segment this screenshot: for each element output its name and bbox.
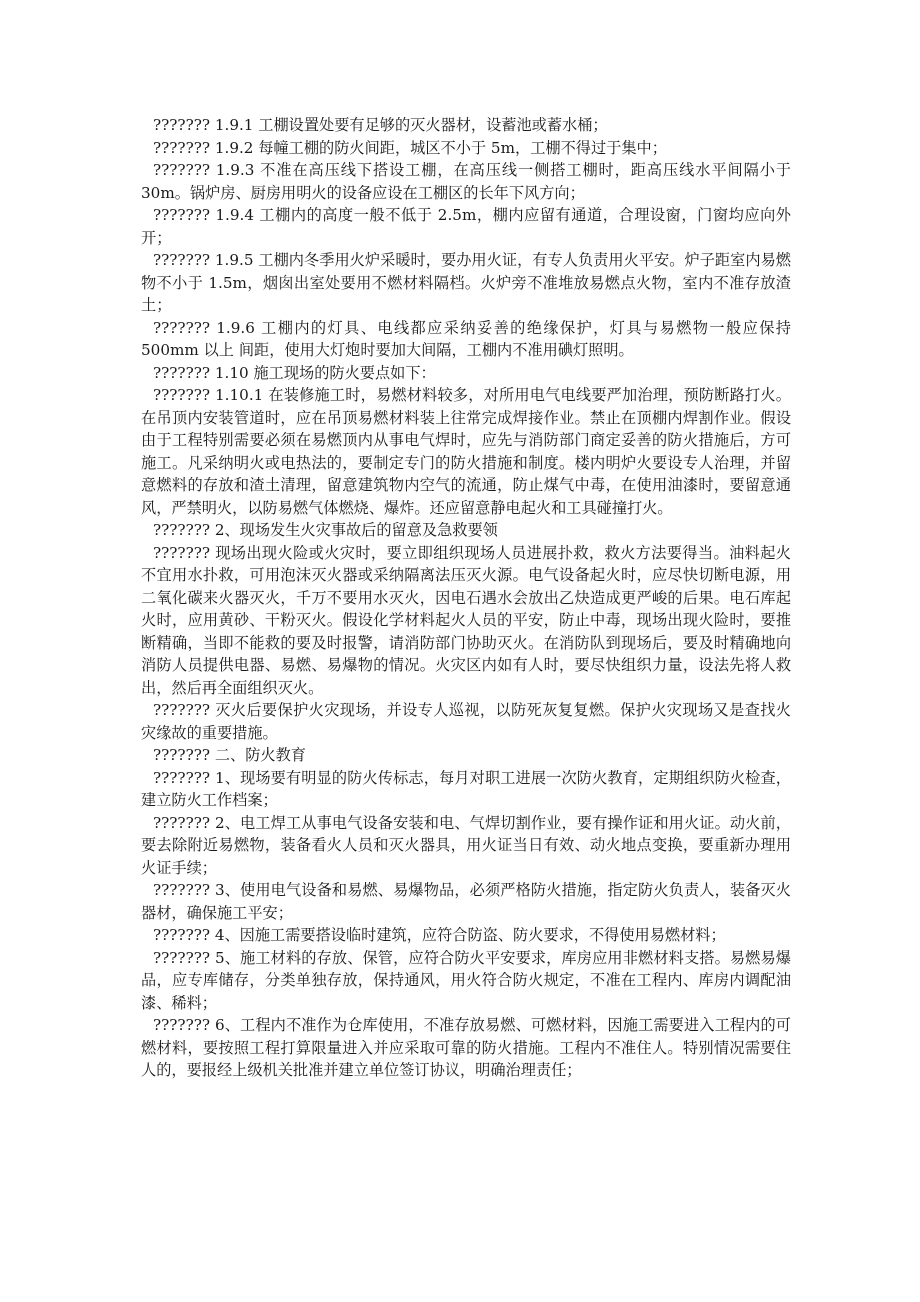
paragraph-protect-scene: ??????? 灭火后要保护火灾现场，并设专人巡视，以防死灰复复燃。保护火灾现场又是查找火灾缘故的重要措施。 bbox=[141, 701, 791, 742]
education-item-6: ??????? 6、工程内不准作为仓库使用，不准存放易燃、可燃材料，因施工需要进入工程内的可燃材料，要按照工程打算限量进入并应采取可靠的防火措施。工程内不准住人。特别情况需要住人的，要报经上级机关批准并建立单位签订协议，明确治理责任； bbox=[141, 1016, 791, 1079]
education-item-3: ??????? 3、使用电气设备和易燃、易爆物品，必须严格防火措施，指定防火负责人，装备灭火器材，确保施工平安； bbox=[141, 881, 791, 922]
paragraph-1-9-6: ??????? 1.9.6 工棚内的灯具、电线都应采纳妥善的绝缘保护，灯具与易燃物一般应保持 500mm 以上 间距，使用大灯炮时要加大间隔，工棚内不准用碘灯照明。 bbox=[141, 318, 791, 359]
paragraph-1-9-4: ??????? 1.9.4 工棚内的高度一般不低于 2.5m，棚内应留有通道，合理设窗，门窗均应向外开； bbox=[141, 206, 791, 247]
fire-education-heading: ??????? 二、防火教育 bbox=[153, 746, 306, 764]
paragraph-1-9-2: ??????? 1.9.2 每幢工棚的防火间距，城区不小于 5m，工棚不得过于集中； bbox=[153, 138, 667, 157]
paragraph-emergency-response: ??????? 现场出现火险或火灾时，要立即组织现场人员进展扑救，救火方法要得当。油料起火不宜用水扑救，可用泡沫灭火器或采纳隔离法压灭火源。电气设备起火时，应尽快切断电源，用二氧化碳来火器灭火，千万不要用水灭火，因电石遇水会放出乙炔造成更严峻的后果。电石库起火时，应用黄砂、干粉灭火。假设化学材料起火人员的平安，防止中毒，现场出现火险时，要推断精确，当即不能救的要及时报警，请消防部门协助灭火。在消防队到现场后，要及时精确地向消防人员提供电器、易燃、易爆物的情况。火灾区内如有人时，要尽快组织力量，设法先将人救出，然后再全面组织灭火。 bbox=[141, 543, 791, 697]
education-item-4: ??????? 4、因施工需要搭设临时建筑，应符合防盗、防火要求，不得使用易燃材料； bbox=[153, 926, 726, 944]
document-body bbox=[141, 114, 791, 1082]
education-item-5: ??????? 5、施工材料的存放、保管，应符合防火平安要求，库房应用非燃材料支搭。易燃易爆品，应专库储存，分类单独存放，保持通风，用火符合防火规定，不准在工程内、库房内调配油漆、稀料； bbox=[141, 948, 791, 1012]
paragraph-1-10-1: ??????? 1.10.1 在装修施工时，易燃材料较多，对所用电气电线要严加治理，预防断路打火。在吊顶内安装管道时，应在吊顶易燃材料装上往常完成焊接作业。禁止在顶棚内焊割作业。假设由于工程特别需要必须在易燃顶内从事电气焊时，应先与消防部门商定妥善的防火措施后，方可施工。凡采纳明火或电热法的，要制定专门的防火措施和制度。楼内明炉火要设专人治理，并留意燃料的存放和渣土清理，留意建筑物内空气的流通，防止煤气中毒，在使用油漆时，要留意通风，严禁明火，以防易燃气体燃烧、爆炸。还应留意静电起火和工具碰撞打火。 bbox=[141, 386, 791, 517]
education-item-1: ??????? 1、现场要有明显的防火传标志，每月对职工进展一次防火教育，定期组织防火检查，建立防火工作档案； bbox=[141, 768, 791, 809]
section-2-heading: ??????? 2、现场发生火灾事故后的留意及急救要领 bbox=[153, 521, 498, 539]
education-item-2: ??????? 2、电工焊工从事电气设备安装和电、气焊切割作业，要有操作证和用火证。动火前，要去除附近易燃物，装备看火人员和灭火器具，用火证当日有效、动火地点变换，要重新办理用火证手续； bbox=[141, 813, 791, 877]
paragraph-1-9-5: ??????? 1.9.5 工棚内冬季用火炉采暖时，要办用火证，有专人负责用火平安。炉子距室内易燃物不小于 1.5m，烟囱出室处要用不燃材料隔档。火炉旁不准堆放易燃点火物，室内不准存放渣土； bbox=[141, 251, 791, 314]
paragraph-1-9-1: ??????? 1.9.1 工棚设置处要有足够的灭火器材，设蓄池或蓄水桶； bbox=[153, 116, 608, 134]
paragraph-1-10-heading: ??????? 1.10 施工现场的防火要点如下： bbox=[153, 363, 436, 382]
paragraph-1-9-3: ??????? 1.9.3 不准在高压线下搭设工棚，在高压线一侧搭工棚时，距高压线水平间隔小于 30m。锅炉房、厨房用明火的设备应设在工棚区的长年下风方向； bbox=[141, 161, 791, 202]
